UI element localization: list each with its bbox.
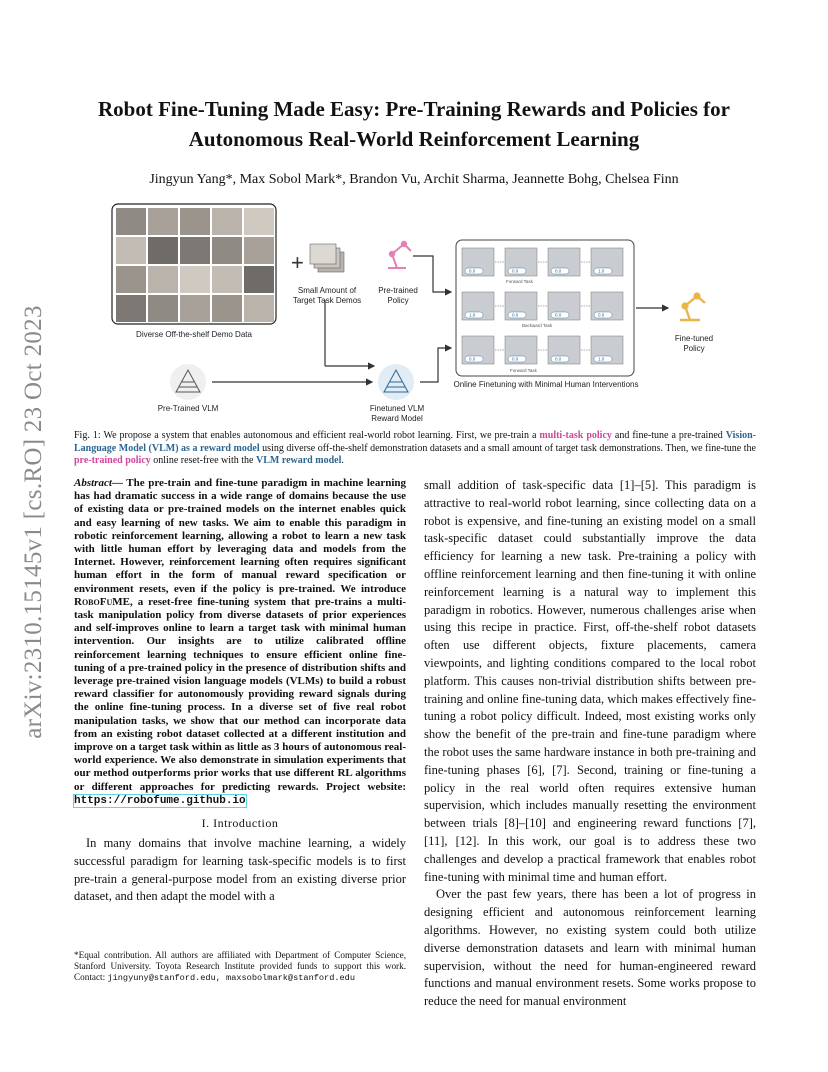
footnote-text: *Equal contribution. All authors are affiliated with Department of Computer Science, Stanford University. Toyota Research Institute provided funds to support this work. Contact:: [74, 950, 406, 982]
demo-thumbnail: [212, 295, 242, 322]
demo-thumbnail: [148, 208, 178, 235]
figure-caption: [74, 430, 756, 468]
label-online-finetuning: Online Finetuning with Minimal Human Interventions: [453, 380, 639, 389]
demo-thumbnail: [212, 208, 242, 235]
figure-1: [108, 196, 728, 428]
forward-task-label-2: Forward Task: [510, 368, 537, 373]
arxiv-sidebar: [14, 282, 54, 762]
demo-thumbnail: [180, 237, 210, 264]
reward-value: 1.0: [598, 268, 605, 274]
reward-value: 0.0: [598, 312, 605, 318]
abstract-text-1: — The pre-train and fine-tune paradigm in machine learning has had dramatic success in a wide range of domains because the use of existing data or pre-trained models on the internet enables quick and easy learning of new tasks. We aim to enable this paradigm in robotic reinforcement learning, allowing a robot to learn a new task with little human effort by leveraging data and models from the Internet. However, reinforcement learning often requires significant human effort in the form of manual reward specification or environment resets, even if the policy is pre-trained. We introduce: [74, 477, 406, 595]
right-paragraph-2: Over the past few years, there has been a lot of progress in designing efficient and autonomous reinforcement learning algorithms. However, no existing system could both utilize diverse demonstration datasets and learn with minimal human supervision, without the need for human-engineered reward functions and manual environment resets. Some works propose to reduce the need for manual environment: [424, 887, 756, 1009]
reward-value: 0.0: [469, 356, 476, 362]
robot-arm-icon: [388, 242, 411, 268]
demo-data-grid: [112, 204, 276, 324]
reward-value: 0.0: [469, 268, 476, 274]
project-website-link[interactable]: https://robofume.github.io: [74, 794, 246, 807]
demo-thumbnail: [244, 266, 274, 293]
demo-thumbnail: [244, 295, 274, 322]
right-column: [424, 477, 756, 1011]
label-finetuned-policy: Fine-tuned Policy: [674, 334, 714, 353]
demo-thumbnail: [212, 237, 242, 264]
abstract: [74, 477, 406, 808]
reward-value: 0.0: [512, 312, 519, 318]
caption-text-3: using diverse off-the-shelf demonstration datasets and a small amount of target task demonstrations. Then, we fine-tune the: [259, 442, 756, 454]
caption-text-4: online reset-free with the: [150, 455, 256, 466]
label-pretrained-policy: Pre-trained Policy: [378, 286, 418, 305]
caption-text-1: Fig. 1: We propose a system that enables autonomous and efficient real-world robot learning. First, we pre-train a: [74, 430, 540, 441]
caption-highlight-pretrained-policy: pre-trained policy: [74, 455, 151, 466]
label-small-amount: Small Amount of Target Task Demos: [292, 286, 362, 305]
demo-thumbnail: [148, 266, 178, 293]
label-diverse-data: Diverse Off-the-shelf Demo Data: [136, 330, 252, 339]
title-line-2: Autonomous Real-World Reinforcement Learning: [188, 127, 640, 151]
demo-thumbnail: [180, 295, 210, 322]
caption-highlight-reward-model: VLM reward model: [256, 455, 342, 466]
label-pretrained-vlm: Pre-Trained VLM: [157, 404, 219, 413]
abstract-label: Abstract: [74, 477, 112, 489]
reward-value: 1.0: [598, 356, 605, 362]
section-heading-introduction: I. Introduction: [201, 816, 279, 831]
footnote: [74, 950, 406, 984]
reward-value: 0.0: [555, 312, 562, 318]
finetuned-robot-icon: [680, 294, 705, 320]
abstract-text-2: , a reset-free fine-tuning system that pre-trains a multi-task manipulation policy from diverse datasets of prior experiences and self-improves online to learn a target task with minimal human intervention. Our insights are to utilize calibrated offline reinforcement learning techniques to ensure efficient online fine-tuning of a pre-trained policy in the presence of distribution shifts and leverage pre-trained vision language models (VLMs) to build a robust reward classifier for autonomously providing reward signals during the online fine-tuning process. In a diverse set of five real robot manipulation tasks, we show that our method can incorporate data from an existing robot dataset collected at a different institution and improve on a target task within as little as 3 hours of autonomous real-world experience. We also demonstrate in simulation experiments that our method outperforms prior works that use different RL algorithms or different approaches for predicting rewards. Project website:: [74, 595, 406, 793]
right-paragraph-1: small addition of task-specific data [1]–[5]. This paradigm is attractive to real-world robot learning, since collecting data on a robot is expensive, and fine-tuning an existing model on a small task-specific dataset could substantially improve the data efficiency for learning a new task. Pre-training a policy with offline reinforcement learning and then fine-tuning it with online reinforcement learning is a natural way to implement this paradigm in robotics. However, numerous challenges arise when using this recipe in practice. First, off-the-shelf robot datasets often use different objects, fixture placements, camera viewpoints, and lighting conditions compared to the local robot platform. This causes non-trivial distribution shifts between pre-training and online fine-tuning data, which makes effectively fine-tuning a robot policy difficult. Indeed, most existing works only show the benefit of the pre-train and fine-tune paradigm where the robot uses the same hardware instance in both pre-training and fine-tuning phases [6], [7]. Second, training or fine-tuning a policy in the real world often requires extensive human supervision, which includes manually resetting the environment between trials [8]–[10] and engineering reward functions [7], [11], [12]. In this work, our goal is to address these two challenges and develop a practical framework that enables robot fine-tuning with minimal time and human effort.: [424, 478, 756, 884]
reward-value: 0.0: [512, 356, 519, 362]
demo-thumbnail: [180, 208, 210, 235]
caption-highlight-multitask: multi-task policy: [539, 430, 612, 441]
paper-title: [74, 94, 754, 154]
caption-text-2: and fine-tune a pre-trained: [611, 430, 726, 441]
reward-value: 1.0: [469, 312, 476, 318]
demo-thumbnail: [116, 237, 146, 264]
reward-value: 0.0: [555, 356, 562, 362]
finetuned-vlm-icon: [378, 364, 414, 400]
arxiv-id: arXiv:2310.15145v1 [cs.RO] 23 Oct 2023: [20, 305, 47, 739]
demo-thumbnail: [116, 266, 146, 293]
plus-sign: +: [291, 250, 304, 275]
left-column: [74, 477, 406, 906]
intro-paragraph: In many domains that involve machine learning, a widely successful paradigm for learning task-specific models is to first pre-train a general-purpose model from an existing diverse prior dataset, and then adapt the model with a: [74, 836, 406, 904]
reward-value: 0.0: [555, 268, 562, 274]
label-finetuned-vlm: Finetuned VLM Reward Model: [369, 404, 425, 423]
reward-value: 0.0: [512, 268, 519, 274]
demo-thumbnail: [148, 295, 178, 322]
method-name: RoboFuME: [74, 595, 130, 608]
demo-thumbnail: [148, 237, 178, 264]
online-finetuning-box: [456, 240, 634, 376]
demo-thumbnail: [116, 208, 146, 235]
target-demos-icon: [310, 244, 344, 272]
caption-highlight-vlm: Vision-Language Model (VLM) as a reward model: [74, 430, 756, 454]
author-list: Jingyun Yang*, Max Sobol Mark*, Brandon Vu, Archit Sharma, Jeannette Bohg, Chelsea Finn: [149, 172, 679, 187]
demo-thumbnail: [244, 208, 274, 235]
demo-thumbnail: [244, 237, 274, 264]
title-line-1: Robot Fine-Tuning Made Easy: Pre-Training Rewards and Policies for: [98, 97, 730, 121]
caption-text-5: .: [341, 455, 344, 466]
figure-1-diagram: [108, 196, 728, 428]
forward-task-label-1: Forward Task: [506, 279, 533, 284]
pretrained-vlm-icon: [170, 364, 206, 400]
demo-thumbnail: [180, 266, 210, 293]
footnote-emails: jingyuny@stanford.edu, maxsobolmark@stanford.edu: [107, 973, 355, 983]
demo-thumbnail: [212, 266, 242, 293]
backward-task-label: Backward Task: [522, 323, 553, 328]
demo-thumbnail: [116, 295, 146, 322]
